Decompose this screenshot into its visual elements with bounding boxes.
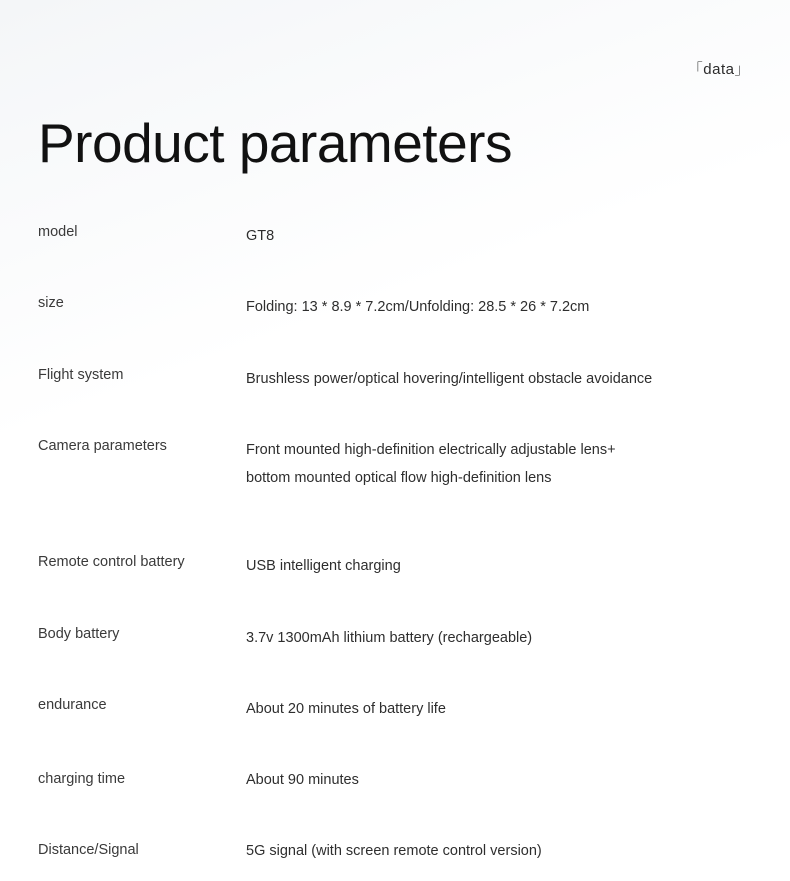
spec-value-line: GT8 xyxy=(246,228,275,244)
specifications-table-body xyxy=(38,222,762,866)
spec-value-line: About 90 minutes xyxy=(246,772,359,789)
spec-value-line: bottom mounted optical flow high-definition lens xyxy=(246,470,552,487)
spec-value xyxy=(246,365,762,436)
spec-label: Flight system xyxy=(38,366,124,383)
spec-label: Distance/Signal xyxy=(38,842,139,859)
table-row xyxy=(38,293,762,364)
table-row xyxy=(38,837,762,865)
table-row xyxy=(38,436,762,553)
table-row xyxy=(38,552,762,623)
specifications-table xyxy=(38,222,762,866)
table-row xyxy=(38,222,762,293)
table-row xyxy=(38,365,762,436)
spec-label: Camera parameters xyxy=(38,437,167,454)
spec-value xyxy=(246,695,762,766)
table-row xyxy=(38,695,762,766)
spec-value-line: Front mounted high-definition electrically adjustable lens+ xyxy=(246,441,616,458)
spec-value xyxy=(246,624,762,695)
table-row xyxy=(38,766,762,837)
spec-value xyxy=(246,837,762,865)
spec-value xyxy=(246,222,762,293)
page-title: Product parameters xyxy=(38,111,512,174)
spec-value-line: About 20 minutes of battery life xyxy=(246,700,446,717)
spec-label: Remote control battery xyxy=(38,554,185,571)
spec-value-line: 3.7v 1300mAh lithium battery (rechargeable) xyxy=(246,629,533,646)
spec-value xyxy=(246,552,762,623)
spec-value-line: Brushless power/optical hovering/intelligent obstacle avoidance xyxy=(246,370,653,387)
spec-value xyxy=(246,766,762,837)
spec-value-line: USB intelligent charging xyxy=(246,558,401,575)
spec-label: model xyxy=(38,224,78,240)
spec-label: Body battery xyxy=(38,625,120,642)
spec-value xyxy=(246,436,762,553)
spec-label: charging time xyxy=(38,771,126,788)
spec-label: size xyxy=(38,295,64,312)
spec-value-line: 5G signal (with screen remote control version) xyxy=(246,843,542,860)
spec-label: endurance xyxy=(38,696,107,713)
table-row xyxy=(38,624,762,695)
spec-value-line: Folding: 13 * 8.9 * 7.2cm/Unfolding: 28.5 * 26 * 7.2cm xyxy=(246,299,590,316)
spec-value xyxy=(246,293,762,364)
data-corner-label: 「data」 xyxy=(687,61,750,78)
